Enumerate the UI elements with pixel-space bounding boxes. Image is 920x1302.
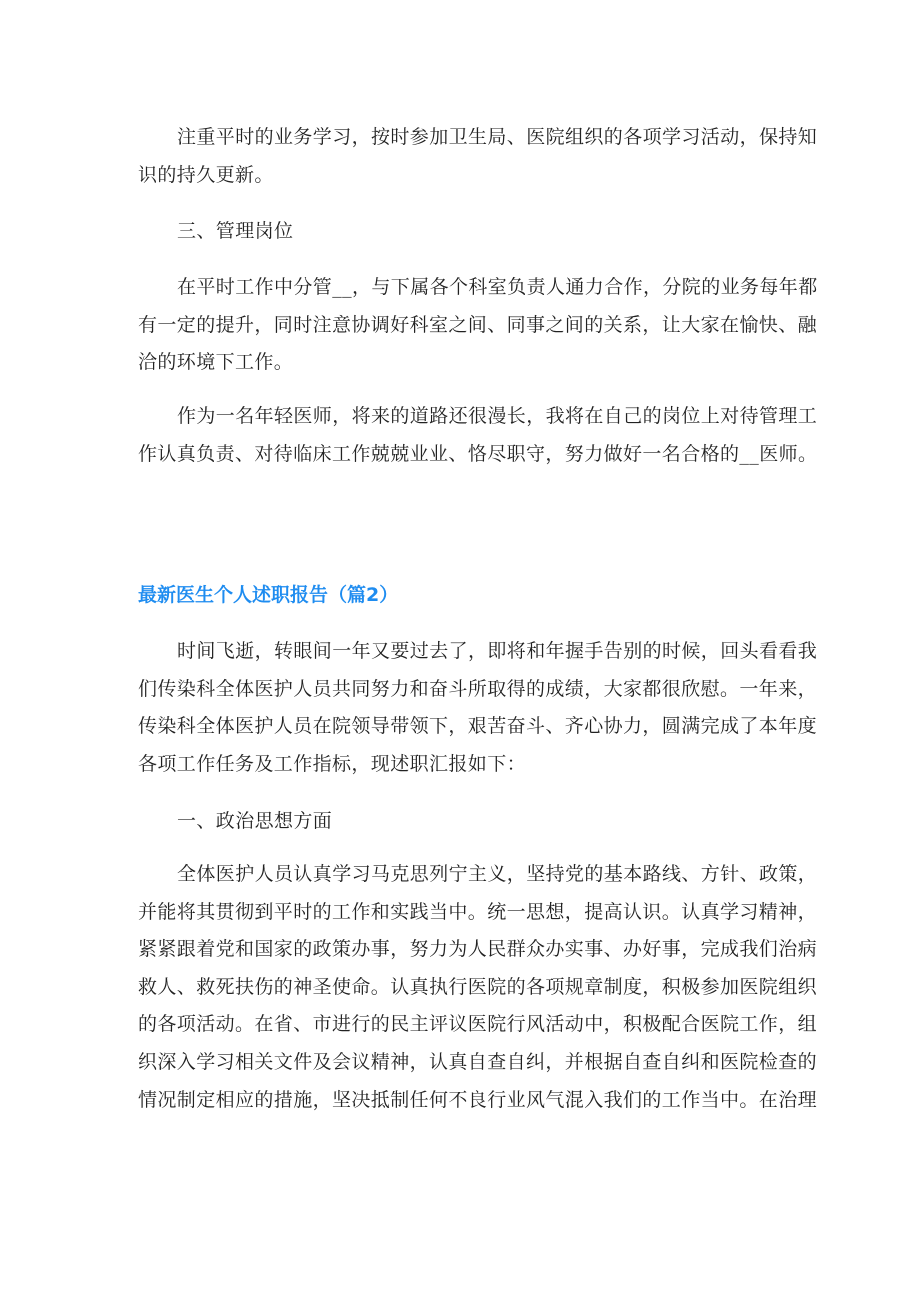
paragraph-political — [138, 856, 818, 1119]
text-line: 作认真负责、对待临床工作兢兢业业、恪尽职守，努力做好一名合格的__医师。 — [138, 442, 818, 465]
text-line: 在平时工作中分管__，与下属各个科室负责人通力合作，分院的业务每年都 — [177, 276, 818, 298]
text-line: 紧紧跟着党和国家的政策办事，努力为人民群众办实事、办好事，完成我们治病 — [138, 938, 818, 961]
paragraph-text — [138, 633, 818, 783]
text-line: 识的持久更新。 — [138, 163, 274, 186]
text-line: 作为一名年轻医师，将来的道路还很漫长，我将在自己的岗位上对待管理工 — [177, 405, 818, 427]
text-line: 传染科全体医护人员在院领导带领下，艰苦奋斗、齐心协力，圆满完成了本年度 — [138, 715, 818, 738]
text-line: 织深入学习相关文件及会议精神，认真自查自纠，并根据自查自纠和医院检查的 — [138, 1050, 818, 1073]
paragraph-text — [138, 119, 818, 194]
paragraph-text — [138, 856, 818, 1119]
subheading-management-post — [138, 213, 786, 251]
paragraph-study — [138, 119, 818, 194]
paragraph-text — [138, 398, 818, 473]
paragraph-conclusion — [138, 398, 818, 473]
paragraph-management — [138, 269, 818, 382]
text-line: 各项工作任务及工作指标，现述职汇报如下： — [138, 752, 527, 775]
text-line: 的各项活动。在省、市进行的民主评议医院行风活动中，积极配合医院工作，组 — [138, 1013, 818, 1036]
text-line: 三、管理岗位 — [177, 220, 294, 242]
text-line: 们传染科全体医护人员共同努力和奋斗所取得的成绩，大家都很欣慰。一年来， — [138, 677, 818, 700]
paragraph-text — [138, 269, 818, 382]
text-line: 洽的环境下工作。 — [138, 351, 294, 374]
section-heading — [138, 580, 786, 610]
text-line: 全体医护人员认真学习马克思列宁主义，坚持党的基本路线、方针、政策， — [177, 863, 818, 885]
text-line: 并能将其贯彻到平时的工作和实践当中。统一思想，提高认识。认真学习精神， — [138, 900, 818, 923]
section-title: 最新医生个人述职报告（篇2） — [138, 584, 399, 606]
paragraph-intro — [138, 633, 818, 783]
text-line: 一、政治思想方面 — [177, 810, 333, 832]
text-line: 时间飞逝，转眼间一年又要过去了，即将和年握手告别的时候，回头看看我 — [177, 640, 818, 662]
text-line: 有一定的提升，同时注意协调好科室之间、同事之间的关系，让大家在愉快、融 — [138, 313, 818, 336]
text-line: 救人、救死扶伤的神圣使命。认真执行医院的各项规章制度，积极参加医院组织 — [138, 975, 818, 998]
subheading-text — [138, 213, 786, 251]
subheading-political — [138, 803, 786, 841]
text-line: 注重平时的业务学习，按时参加卫生局、医院组织的各项学习活动，保持知 — [177, 126, 818, 148]
text-line: 情况制定相应的措施，坚决抵制任何不良行业风气混入我们的工作当中。在治理 — [138, 1088, 818, 1111]
subheading-text — [138, 803, 786, 841]
